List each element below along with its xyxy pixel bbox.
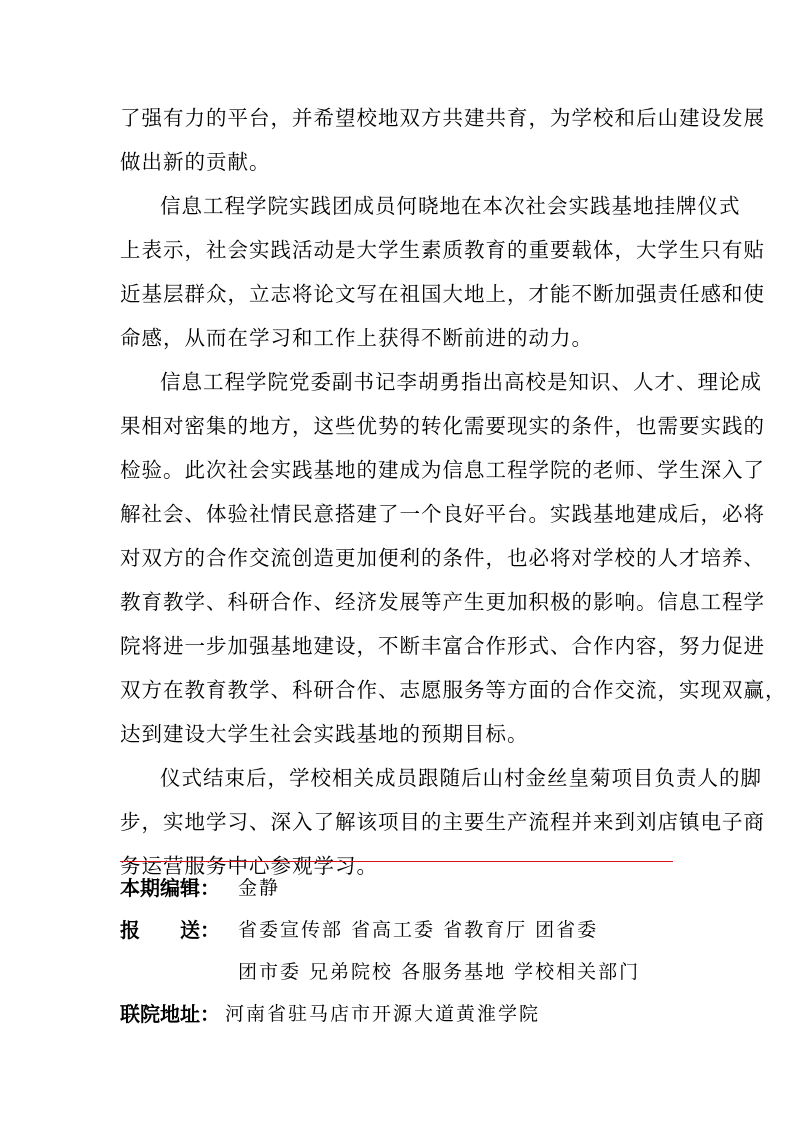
paragraph-3-line-4: 解社会、体验社情民意搭建了一个良好平台。实践基地建成后，必将: [120, 502, 765, 526]
paragraph-3-line-9: 达到建设大学生社会实践基地的预期目标。: [120, 722, 529, 746]
send-recipients-line-2: 团市委 兄弟院校 各服务基地 学校相关部门: [238, 961, 641, 983]
send-label: 报 送：: [120, 918, 220, 942]
footer-divider: [120, 861, 673, 862]
paragraph-3-line-2: 果相对密集的地方，这些优势的转化需要现实的条件，也需要实践的: [120, 414, 765, 438]
paragraph-2-line-2: 上表示，社会实践活动是大学生素质教育的重要载体，大学生只有贴: [120, 238, 765, 262]
send-recipients-line-1: 省委宣传部 省高工委 省教育厅 团省委: [238, 919, 599, 941]
paragraph-3-line-1: 信息工程学院党委副书记李胡勇指出高校是知识、人才、理论成: [160, 370, 762, 394]
address-value: 河南省驻马店市开源大道黄淮学院: [225, 1003, 541, 1025]
paragraph-3-line-6: 教育教学、科研合作、经济发展等产生更加积极的影响。信息工程学: [120, 590, 765, 614]
paragraph-2-line-3: 近基层群众，立志将论文写在祖国大地上，才能不断加强责任感和使: [120, 282, 765, 306]
paragraph-4-line-1: 仪式结束后，学校相关成员跟随后山村金丝皇菊项目负责人的脚: [160, 766, 762, 790]
paragraph-3-line-8: 双方在教育教学、科研合作、志愿服务等方面的合作交流，实现双赢，: [120, 678, 787, 702]
paragraph-1-line-1: 了强有力的平台，并希望校地双方共建共育，为学校和后山建设发展: [120, 106, 765, 130]
paragraph-2-line-4: 命感，从而在学习和工作上获得不断前进的动力。: [120, 326, 593, 350]
address-label: 联院地址：: [120, 1002, 220, 1026]
paragraph-4-line-2: 步，实地学习、深入了解该项目的主要生产流程并来到刘店镇电子商: [120, 810, 765, 834]
paragraph-3-line-7: 院将进一步加强基地建设，不断丰富合作形式、合作内容，努力促进: [120, 634, 765, 658]
paragraph-3-line-3: 检验。此次社会实践基地的建成为信息工程学院的老师、学生深入了: [120, 458, 765, 482]
editor-value: 金静: [238, 877, 281, 899]
paragraph-1-line-2: 做出新的贡献。: [120, 150, 271, 174]
paragraph-4-line-3: 务运营服务中心参观学习。: [120, 854, 378, 878]
editor-label: 本期编辑：: [120, 876, 220, 900]
paragraph-3-line-5: 对双方的合作交流创造更加便利的条件，也必将对学校的人才培养、: [120, 546, 765, 570]
paragraph-2-line-1: 信息工程学院实践团成员何晓地在本次社会实践基地挂牌仪式: [160, 194, 741, 218]
